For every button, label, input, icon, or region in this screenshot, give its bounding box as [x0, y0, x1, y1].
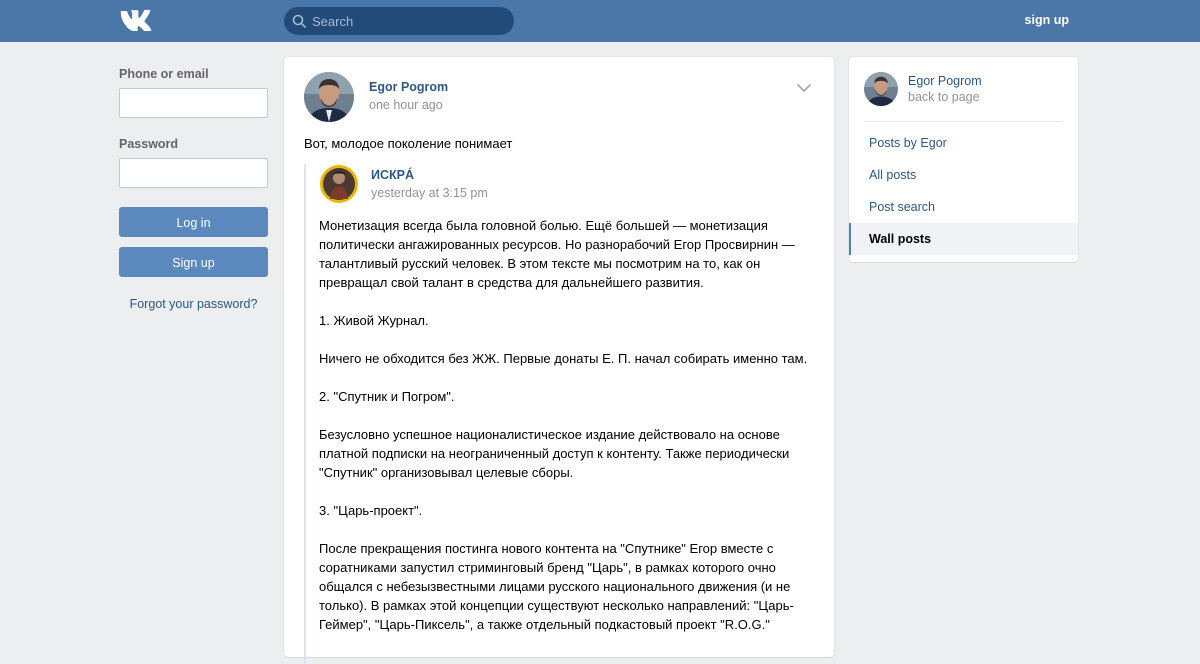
nav-item-posts-by-egor[interactable]: Posts by Egor: [869, 136, 947, 150]
post-timestamp[interactable]: one hour ago: [369, 98, 443, 112]
repost-text: Монетизация всегда была головной болью. Ещё большей — монетизация политически ангажированных ресурсов. Но разнорабочий Егор Просвирнин — талантливый русский человек. В этом тексте мы посмотрим на то, как он превращал свой талант в средства для дальнейшего развития. 1. Живой Журнал. Ничего не обходится без ЖЖ. Первые донаты Е. П. начал собирать именно там. 2. "Спутник и Погром". Безусловно успешное националистическое издание действовало на основе платной подписки на неограниченный доступ к контенту. Также периодически "Спутник" организовывал целевые сборы. 3. "Царь-проект". После прекращения постинга нового контента на "Спутнике" Егор вместе с соратниками запустил стриминговый бренд "Царь", в рамках которого очно общался с небезызвестными лицами русского национального движения (и не только). В рамках этой концепции существуют несколько направлений: "Царь-Геймер", "Царь-Пиксель", а также отдельный подкастовый проект "R.O.G.": [319, 218, 808, 632]
repost-avatar[interactable]: [320, 165, 358, 203]
forgot-password-link[interactable]: Forgot your password?: [129, 297, 258, 311]
post-text: Вот, молодое поколение понимает: [304, 136, 513, 151]
top-header: [0, 0, 1200, 42]
search-box[interactable]: [284, 7, 514, 35]
wall-post: [284, 57, 834, 657]
repost-timestamp[interactable]: yesterday at 3:15 pm: [371, 186, 488, 200]
password-label: Password: [119, 137, 179, 151]
phone-email-field[interactable]: [119, 88, 268, 118]
phone-label: Phone or email: [119, 67, 209, 81]
author-avatar[interactable]: [304, 72, 354, 122]
nav-menu: [849, 127, 1078, 255]
search-icon: [292, 14, 306, 28]
nav-avatar[interactable]: [864, 72, 898, 106]
search-input[interactable]: [312, 7, 507, 35]
login-button[interactable]: Log in: [119, 207, 268, 237]
header-signup-link[interactable]: sign up: [1024, 13, 1069, 27]
nav-item-post-search[interactable]: Post search: [869, 200, 936, 214]
divider: [864, 121, 1063, 122]
nav-item-wall-posts[interactable]: Wall posts: [849, 223, 1078, 255]
repost-block: [304, 164, 816, 664]
chevron-down-icon[interactable]: [796, 83, 812, 93]
vk-logo-icon[interactable]: [119, 9, 153, 31]
back-to-page-link[interactable]: back to page: [908, 90, 980, 104]
wall-nav-panel: [849, 57, 1078, 262]
post-author-link[interactable]: Egor Pogrom: [369, 80, 449, 94]
repost-author-link[interactable]: ИСКРÁ: [371, 168, 415, 182]
password-field[interactable]: [119, 158, 268, 188]
nav-item-all-posts[interactable]: All posts: [869, 168, 917, 182]
signup-button[interactable]: Sign up: [119, 247, 268, 277]
nav-profile-name[interactable]: Egor Pogrom: [908, 74, 982, 88]
login-form: [119, 67, 268, 311]
